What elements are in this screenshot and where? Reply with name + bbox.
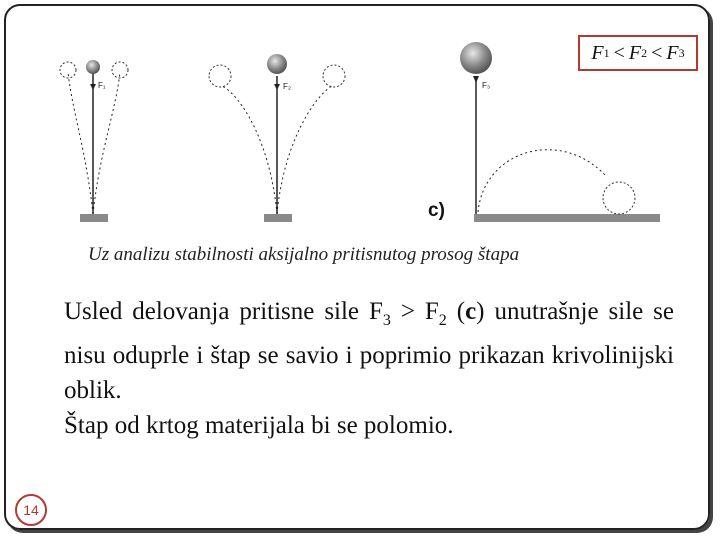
bullet-marker-icon — [34, 408, 53, 443]
force-label-f1: F₁ — [98, 81, 106, 90]
bullet-item: Štap od krtog materijala bi se polomio. — [34, 408, 674, 443]
page-number: 14 — [15, 494, 47, 526]
force-inequality: F 1 < F 2 < F 3 — [578, 35, 698, 71]
figure-caption: Uz analizu stabilnosti aksijalno pritisnutog prosog štapa — [88, 244, 520, 265]
force-label-f3: F₃ — [482, 81, 491, 90]
bullet-list — [34, 294, 674, 443]
figure-b — [209, 54, 345, 222]
bullet-item: Usled delovanja pritisne sile $F_3 > F_2$ (c) unutrašnje sile se nisu oduprle i štap se savio i poprimio prikazan krivolinijski oblik. — [34, 294, 674, 408]
bullet-marker-icon — [34, 294, 53, 329]
ground-c — [474, 214, 660, 222]
figure-a — [60, 60, 128, 222]
ground-a — [80, 214, 108, 222]
force-label-f2: F₂ — [283, 82, 291, 91]
ground-b — [264, 214, 292, 222]
figure-label-c: c) — [428, 200, 445, 221]
